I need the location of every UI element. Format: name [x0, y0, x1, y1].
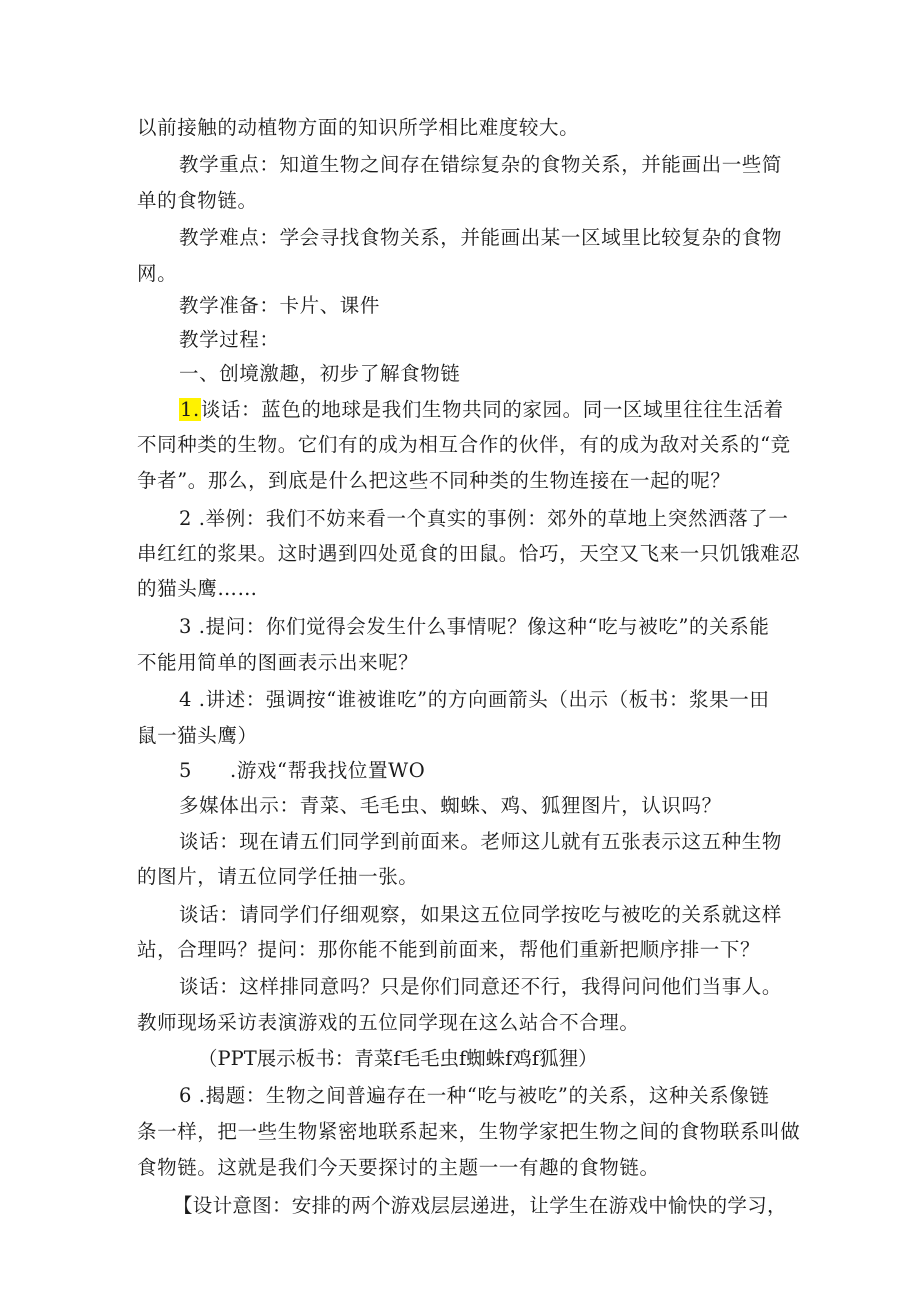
item-5-text: .游戏“帮我找位置WO	[230, 759, 426, 782]
paragraph-line: 多媒体出示：青菜、毛毛虫、蜘蛛、鸡、狐狸图片，认识吗？	[179, 794, 722, 817]
paragraph-line: 网。	[137, 262, 178, 285]
paragraph-line: 以前接触的动植物方面的知识所学相比难度较大。	[137, 116, 580, 139]
paragraph-line: 不同种类的生物。它们有的成为相互合作的伙伴，有的成为敌对关系的“竞	[137, 433, 791, 456]
teaching-focus-line: 教学重点：知道生物之间存在错综复杂的食物关系，并能画出一些简	[179, 153, 783, 176]
paragraph-line-item-5	[179, 757, 799, 785]
paragraph-line: 的图片，请五位同学任抽一张。	[137, 865, 419, 888]
paragraph-line-item-1	[179, 396, 799, 424]
paragraph-line: 串红红的浆果。这时遇到四处觅食的田鼠。恰巧，天空又飞来一只饥饿难忍	[137, 542, 801, 565]
ppt-caption: （PPT展示板书：青菜f毛毛虫f蜘蛛f鸡f狐狸）	[198, 1047, 598, 1070]
design-intent-line: 【设计意图：安排的两个游戏层层递进，让学生在游戏中愉快的学习，	[173, 1194, 787, 1217]
paragraph-line-item-2: 2 .举例：我们不妨来看一个真实的事例：郊外的草地上突然洒落了一	[179, 507, 789, 530]
item-1-text: 谈话：蓝色的地球是我们生物共同的家园。同一区域里往往生活着	[200, 398, 784, 421]
paragraph-line: 争者”。那么，到底是什么把这些不同种类的生物连接在一起的呢？	[137, 469, 731, 492]
teaching-preparation-line: 教学准备：卡片、课件	[179, 294, 381, 317]
paragraph-line: 教师现场采访表演游戏的五位同学现在这么站合不合理。	[137, 1011, 640, 1034]
paragraph-line: 不能用简单的图画表示出来呢？	[137, 651, 419, 674]
teaching-process-heading: 教学过程：	[179, 328, 280, 351]
paragraph-line: 食物链。这就是我们今天要探讨的主题一一有趣的食物链。	[137, 1156, 660, 1179]
paragraph-line-item-4: 4 .讲述：强调按“谁被谁吃”的方向画箭头（出示（板书：浆果一田	[179, 688, 770, 711]
section-heading: 一、创境激趣，初步了解食物链	[179, 362, 461, 385]
paragraph-line: 站，合理吗？提问：那你能不能到前面来，帮他们重新把顺序排一下？	[137, 938, 761, 961]
paragraph-line: 单的食物链。	[137, 189, 258, 212]
paragraph-line-item-3: 3 .提问：你们觉得会发生什么事情呢？像这种“吃与被吃”的关系能	[179, 615, 770, 638]
paragraph-line: 谈话：现在请五们同学到前面来。老师这儿就有五张表示这五种生物	[179, 830, 783, 853]
paragraph-line: 鼠一猫头鹰）	[137, 724, 258, 747]
paragraph-line: 的猫头鹰……	[137, 577, 258, 600]
teaching-difficulty-line: 教学难点：学会寻找食物关系，并能画出某一区域里比较复杂的食物	[179, 226, 783, 249]
paragraph-line: 条一样，把一些生物紧密地联系起来，生物学家把生物之间的食物联系叫做	[137, 1120, 801, 1143]
paragraph-line: 谈话：这样排同意吗？只是你们同意还不行，我得问问他们当事人。	[179, 975, 783, 998]
highlight-mark: 1.	[180, 398, 200, 421]
paragraph-line-item-6: 6 .揭题：生物之间普遍存在一种“吃与被吃”的关系，这种关系像链	[179, 1084, 770, 1107]
paragraph-line: 谈话：请同学们仔细观察，如果这五位同学按吃与被吃的关系就这样	[179, 903, 783, 926]
item-5-number: 5	[179, 759, 193, 782]
